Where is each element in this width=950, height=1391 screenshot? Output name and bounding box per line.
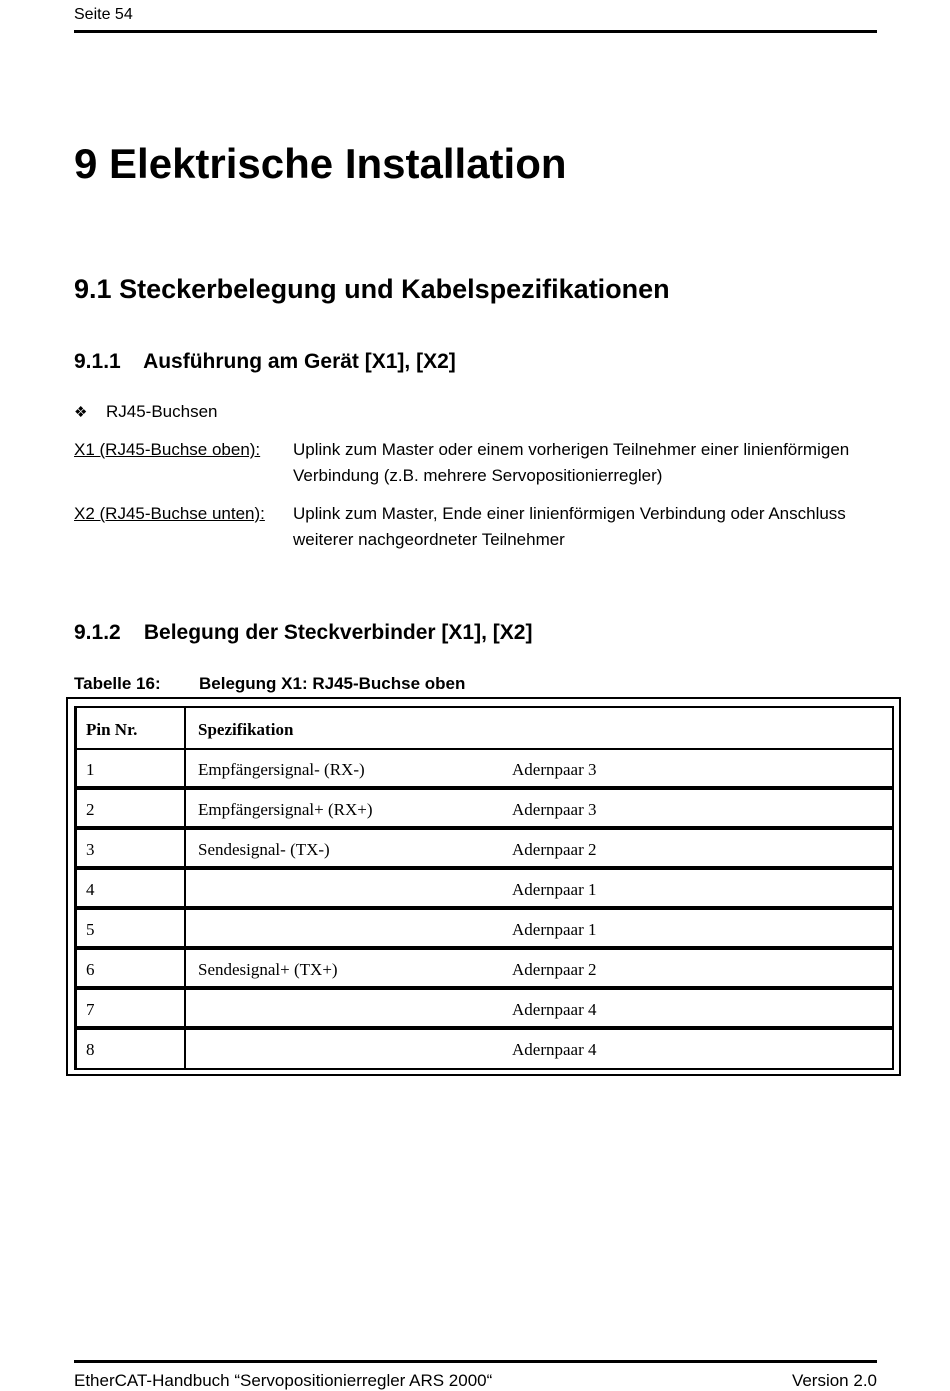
bullet-item — [74, 402, 218, 422]
table-cell-pair: Adernpaar 2 — [512, 840, 597, 859]
table-cell-pair: Adernpaar 4 — [512, 1000, 597, 1019]
definition-term-x2: X2 (RJ45-Buchse unten): — [74, 504, 265, 523]
bullet-diamond-icon: ❖ — [74, 404, 88, 421]
table-cell-pin: 5 — [74, 910, 186, 946]
chapter-title — [74, 140, 567, 188]
table-cell-pair: Adernpaar 1 — [512, 880, 597, 899]
table-cell-pair: Adernpaar 2 — [512, 960, 597, 979]
definition-desc-x2 — [293, 501, 883, 553]
section-title-text: Steckerbelegung und Kabelspezifikationen — [119, 274, 670, 304]
footer-version: Version 2.0 — [791, 1371, 877, 1390]
definition-desc-x1-line1: Uplink zum Master oder einem vorherigen Teilnehmer einer linienförmigen — [293, 440, 850, 459]
table-row — [74, 868, 894, 908]
table-cell-pin: 6 — [74, 950, 186, 986]
definition-desc-x2-line1: Uplink zum Master, Ende einer linienförmigen Verbindung oder Anschluss — [293, 504, 846, 523]
table-cell-pair: Adernpaar 3 — [512, 800, 597, 819]
table-cell-pin: 8 — [74, 1030, 186, 1068]
table-cell-signal: Empfängersignal- (RX-) — [198, 760, 365, 779]
subsection-title-1 — [74, 350, 456, 374]
table-header-pin: Pin Nr. — [74, 708, 186, 748]
table-header-spec: Spezifikation — [198, 720, 294, 739]
table-cell-pin: 3 — [74, 830, 186, 866]
table-caption-title: Belegung X1: RJ45-Buchse oben — [199, 674, 466, 693]
page-number: Seite 54 — [74, 6, 133, 23]
table-cell-pair: Adernpaar 4 — [512, 1040, 597, 1059]
subsection-title-text-1: Ausführung am Gerät [X1], [X2] — [143, 350, 456, 373]
chapter-title-text: Elektrische Installation — [109, 140, 567, 187]
table-cell-signal: Sendesignal- (TX-) — [198, 840, 330, 859]
table-row — [74, 908, 894, 948]
section-title — [74, 274, 670, 305]
table-cell-signal: Empfängersignal+ (RX+) — [198, 800, 373, 819]
definition-desc-x1-line2: Verbindung (z.B. mehrere Servopositionierregler) — [293, 466, 663, 485]
bullet-text: RJ45-Buchsen — [106, 402, 218, 421]
definition-term-x1: X1 (RJ45-Buchse oben): — [74, 440, 261, 459]
subsection-title-text-2: Belegung der Steckverbinder [X1], [X2] — [143, 621, 533, 644]
table-cell-pair: Adernpaar 1 — [512, 920, 597, 939]
subsection-title-2 — [74, 621, 532, 645]
table-row — [74, 948, 894, 988]
table-row — [74, 788, 894, 828]
table-row — [74, 988, 894, 1028]
definition-desc-x2-line2: weiterer nachgeordneter Teilnehmer — [293, 530, 565, 549]
subsection-number-2: 9.1.2 — [74, 621, 121, 644]
table-row — [74, 1028, 894, 1070]
page-footer — [74, 1360, 877, 1390]
section-number: 9.1 — [74, 274, 112, 304]
table-cell-pin: 7 — [74, 990, 186, 1026]
table-cell-pin: 4 — [74, 870, 186, 906]
definition-desc-x1 — [293, 437, 883, 489]
page-header — [74, 6, 877, 33]
chapter-number: 9 — [74, 140, 98, 187]
footer-document-title: EtherCAT-Handbuch “Servopositionierregler ARS 2000“ — [74, 1371, 493, 1390]
table-caption-label: Tabelle 16: — [74, 674, 161, 693]
table-cell-pin: 2 — [74, 790, 186, 826]
table-cell-signal: Sendesignal+ (TX+) — [198, 960, 338, 979]
table-row — [74, 828, 894, 868]
table-cell-pin: 1 — [74, 750, 186, 786]
table-row — [74, 748, 894, 788]
subsection-number-1: 9.1.1 — [74, 350, 121, 373]
table-caption — [74, 674, 466, 694]
table-header-row — [74, 706, 894, 750]
table-cell-pair: Adernpaar 3 — [512, 760, 597, 779]
